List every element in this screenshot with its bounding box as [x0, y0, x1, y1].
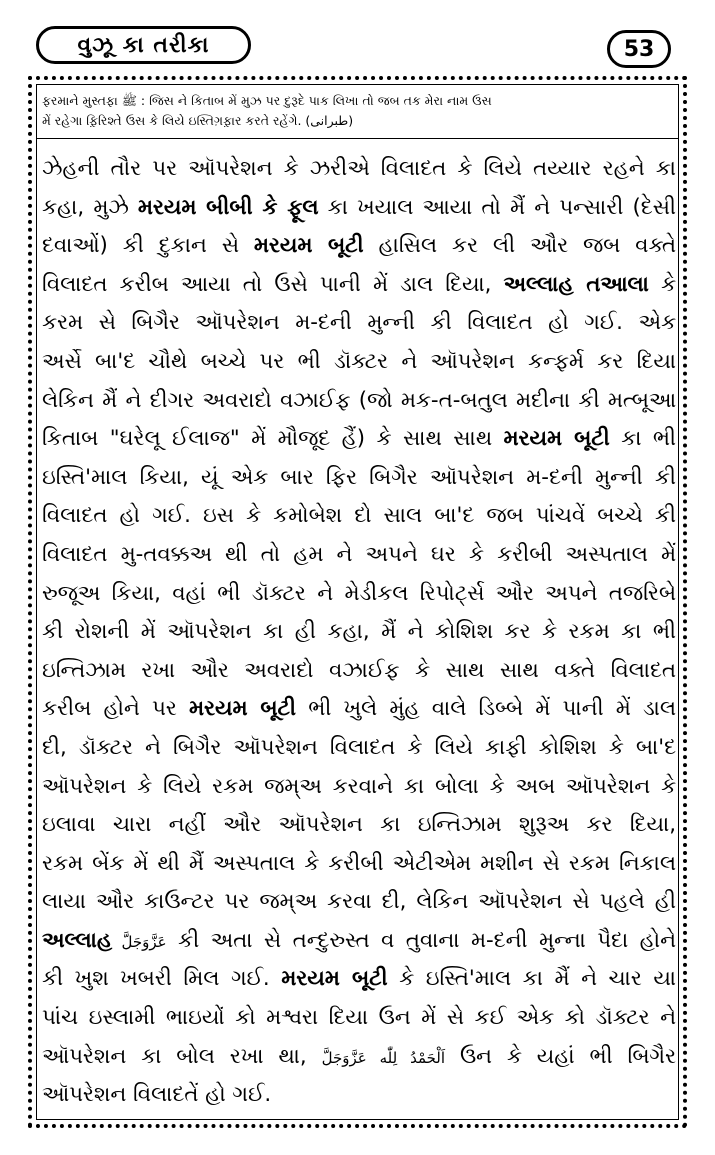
bold-phrase: અલ્લાહ: [42, 927, 113, 953]
text-line: [42, 227, 676, 266]
notice-line-2: મેં રહેગા ફ઼િરિશ્તે ઉસ કે લિયે ઇસ્તિગ઼ફ઼ાર કરતે રહેંગે. (طبرانی): [42, 113, 354, 128]
text-segment: ઇસ્તિ'માલ કિયા, યૂં એક બાર ફિર બિગૈર ઑપરેશન મ-દની મુન્ની કી: [42, 464, 676, 490]
text-segment: દી, ડૉક્ટર ને બિગૈર ઑપરેશન વિલાદત કે લિયે કાફી કોશિશ કે બા'દ: [42, 734, 676, 760]
text-segment: દવાઓં) કી દુકાન સે: [42, 233, 254, 259]
text-line: [42, 768, 676, 807]
text-segment: રુજૂઅ કિયા, વહાં ભી ડૉક્ટર ને મેડીકલ રિપોર્ટ્સ ઔર અપને તજરિબે: [42, 580, 676, 606]
text-segment: ઑપરેશન વિલાદતેં હો ગઈ.: [42, 1082, 272, 1108]
text-segment: ઝેહની તૌર પર ઑપરેશન કે ઝરીએ વિલાદત કે લિયે તય્યાર રહને કા: [42, 156, 676, 181]
text-segment: વિલાદત હો ગઈ. ઇસ કે કમોબેશ દો સાલ બા'દ જબ પાંચવેં બચ્ચે કી: [42, 503, 676, 529]
hadith-notice: [36, 87, 679, 139]
text-segment: ઑપરેશન કા બોલ રખા થા,: [42, 1043, 322, 1069]
text-segment: કી ખુશ ખબરી મિલ ગઈ.: [42, 966, 282, 992]
text-line: [42, 806, 676, 845]
text-segment: ભી ખુલે મુંહ વાલે ડિબ્બે મેં પાની મેં ડાલ: [295, 696, 676, 722]
bold-phrase: અલ્લાહ તઆલા: [503, 271, 649, 297]
bold-phrase: મરયમ બૂટી: [281, 966, 388, 992]
text-line: [42, 304, 676, 343]
text-line: [42, 497, 676, 536]
notice-line-1: ફરમાને મુસ્તફા ﷺ : જિસ ને કિતાબ મેં મુઝ પર દુરૂદે પાક લિખા તો જબ તક મેરા નામ ઉસ: [42, 93, 492, 108]
bold-phrase: મરયમ બીબી કે ફૂલ: [137, 194, 319, 220]
text-segment: કે ઇસ્તિ'માલ કા મૈં ને ચાર યા: [387, 966, 676, 992]
text-line: [42, 266, 676, 305]
page-number: 53: [607, 30, 671, 68]
text-segment: ઑપરેશન કે લિયે રકમ જમ્અ કરવાને કા બોલા કે અબ ઑપરેશન કે: [42, 773, 676, 799]
text-line: [42, 1076, 676, 1115]
text-line: [42, 613, 676, 652]
text-segment: અર્સે બા'દ ચૌથે બચ્ચે પર ભી ડૉક્ટર ને ઑપરેશન કન્ફર્મ કર દિયા: [42, 348, 676, 374]
arabic-phrase: اَلْحَمْدُ لِلّٰه عَزَّوَجَلَّ: [321, 1048, 446, 1067]
text-segment: હાસિલ કર લી ઔર જબ વક્તે: [363, 233, 676, 259]
text-line: [42, 845, 676, 884]
text-segment: કી અતા સે તન્દુરુસ્ત વ તુવાના મ-દની મુન્ના પૈદા હોને: [166, 927, 676, 953]
text-line: [42, 960, 676, 999]
text-line: [42, 420, 676, 459]
body-text: [42, 150, 676, 1115]
text-segment: પાંચ ઇસ્લામી ભાઇયોં કો મશ્વરા દિયા ઉન મેં સે કઈ એક કો ડૉક્ટર ને: [42, 1005, 676, 1031]
text-segment: કરમ સે બિગૈર ઑપરેશન મ-દની મુન્ની કી વિલાદત હો ગઈ. એક: [42, 310, 676, 336]
text-segment: કે: [648, 271, 676, 297]
text-line: [42, 459, 676, 498]
chapter-title: વુઝૂ કા તરીકા: [36, 26, 251, 64]
text-line: [42, 1038, 676, 1077]
text-segment: કહા, મુઝે: [42, 194, 138, 220]
text-segment: લાયા ઔર કાઉન્ટર પર જમ્અ કરવા દી, લેકિન ઑપરેશન સે પહલે હી: [42, 889, 676, 915]
text-line: [42, 729, 676, 768]
bold-phrase: મરયમ બૂટી: [189, 696, 296, 722]
text-line: [42, 343, 676, 382]
text-line: [42, 575, 676, 614]
text-line: [42, 382, 676, 421]
text-segment: રકમ બેંક મેં થી મૈં અસ્પતાલ કે કરીબી એટીએમ મશીન સે રકમ નિકાલ: [42, 850, 676, 876]
text-segment: કી રોશની મેં ઑપરેશન કા હી કહા, મૈં ને કોશિશ કર કે રકમ કા ભી: [42, 619, 676, 645]
text-segment: કા ભી: [609, 426, 676, 452]
text-segment: ઇલાવા ચારા નહીં ઔર ઑપરેશન કા ઇન્તિઝામ શુરૂઅ કર દિયા,: [42, 812, 676, 838]
text-segment: કિતાબ "ઘરેલૂ ઈલાજ" મેં મૌજૂદ હૈં) કે સાથ સાથ: [42, 426, 504, 452]
text-segment: કરીબ હોને પર: [42, 696, 190, 722]
arabic-phrase: عَزَّوَجَلَّ: [112, 932, 167, 951]
text-line: [42, 652, 676, 691]
text-line: [42, 922, 676, 961]
text-segment: ઉન કે યહાં ભી બિગૈર: [445, 1043, 676, 1069]
text-segment: ઇન્તિઝામ રખા ઔર અવરાદો વઝાઈફ કે સાથ સાથ વક્તે વિલાદત: [42, 657, 676, 683]
bold-phrase: મરયમ બૂટી: [503, 426, 610, 452]
bold-phrase: મરયમ બૂટી: [253, 233, 364, 259]
text-line: [42, 536, 676, 575]
text-line: [42, 189, 676, 228]
text-segment: કા ખયાલ આયા તો મૈં ને પન્સારી (દેસી: [318, 194, 676, 220]
text-line: [42, 690, 676, 729]
text-segment: વિલાદત મુ-તવક્કઅ થી તો હમ ને અપને ઘર કે કરીબી અસ્પતાલ મેં: [42, 541, 676, 567]
text-line: [42, 883, 676, 922]
text-segment: લેકિન મૈં ને દીગર અવરાદો વઝાઈફ (જો મક-ત-બતુલ મદીના કી મત્બૂઆ: [42, 387, 676, 413]
text-line: [42, 999, 676, 1038]
text-segment: વિલાદત કરીબ આયા તો ઉસે પાની મેં ડાલ દિયા,: [42, 271, 504, 297]
text-line: [42, 150, 676, 189]
